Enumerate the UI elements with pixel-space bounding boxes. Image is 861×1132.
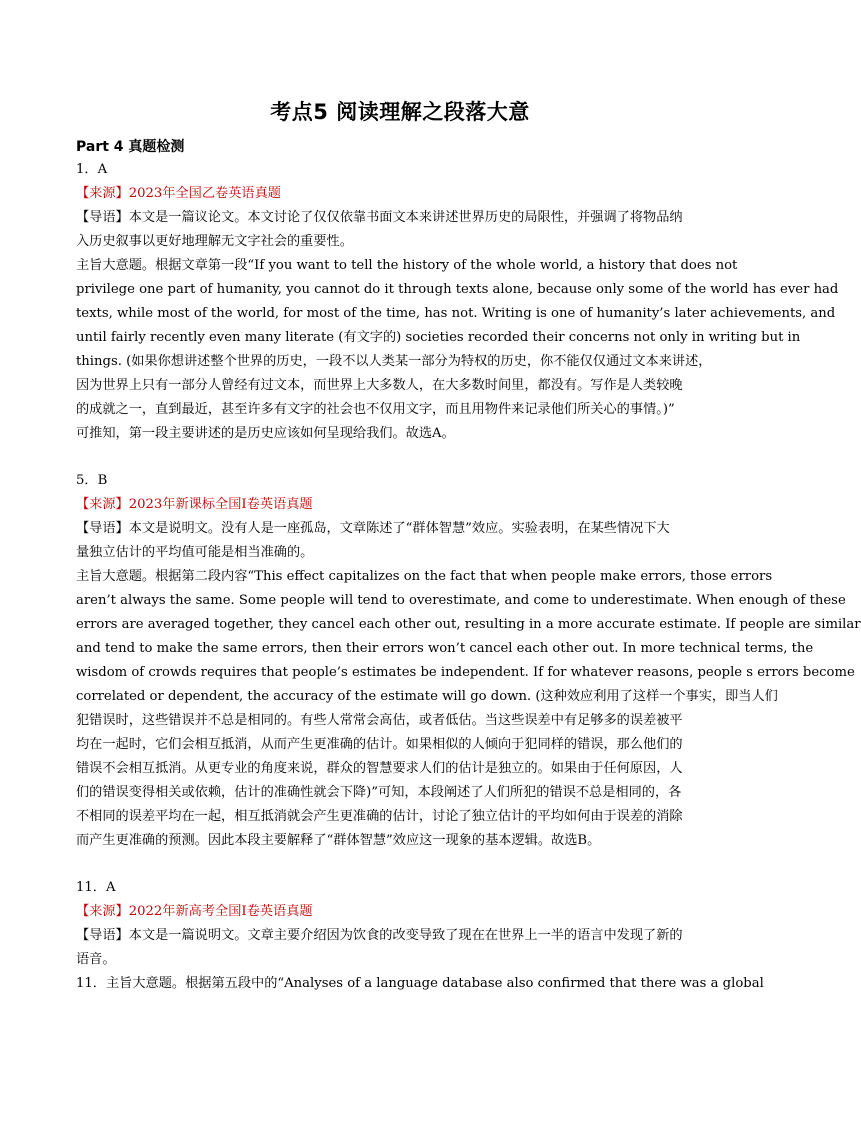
question-number-answer: 5．B [76,473,108,488]
text-line: 错误不会相互抵消。从更专业的角度来说，群众的智慧要求人们的估计是独立的。如果由于任何原因，人 [76,761,683,776]
text-line: 【导语】本文是一篇说明文。文章主要介绍因为饮食的改变导致了现在在世界上一半的语言中发现了新的 [76,928,683,943]
text-line: things. (如果你想讲述整个世界的历史，一段不以人类某一部分为特权的历史，你不能仅仅通过文本来讲述， [76,354,712,369]
part-heading: Part 4 真题检测 [76,139,185,155]
text-line: 【导语】本文是一篇议论文。本文讨论了仅仅依靠书面文本来讲述世界历史的局限性，并强调了将物品纳 [76,210,683,225]
text-line: aren’t always the same. Some people will tend to overestimate, and come to underestimate. When enough of these [76,593,846,608]
text-line: and tend to make the same errors, then their errors won’t cancel each other out. In more technical terms, the [76,641,814,656]
section-gap [76,446,724,469]
text-line: 入历史叙事以更好地理解无文字社会的重要性。 [76,234,353,249]
text-line: 主旨大意题。根据第二段内容“This effect capitalizes on the fact that when people make errors, those errors [76,569,773,584]
question-number-answer: 11．A [76,880,116,895]
text-line: privilege one part of humanity, you cannot do it through texts alone, because only some of the world has ever had [76,282,839,297]
text-line: 不相同的误差平均在一起，相互抵消就会产生更准确的估计，讨论了独立估计的平均如何由于误差的消除 [76,809,683,824]
text-line: 均在一起时，它们会相互抵消，从而产生更准确的估计。如果相似的人倾向于犯同样的错误，那么他们的 [76,737,683,752]
text-line: 犯错误时，这些错误并不总是相同的。有些人常常会高估，或者低估。当这些误差中有足够多的误差被平 [76,713,683,728]
text-line: 11．主旨大意题。根据第五段中的“Analyses of a language database also confirmed that there was a global [76,976,764,991]
text-line: 量独立估计的平均值可能是相当准确的。 [76,545,314,560]
question-number-answer: 1．A [76,162,108,177]
text-line: 因为世界上只有一部分人曾经有过文本，而世界上大多数人，在大多数时间里，都没有。写作是人类较晚 [76,378,683,393]
question-source: 【来源】2022年新高考全国Ⅰ卷英语真题 [76,904,313,919]
question-source: 【来源】2023年新课标全国Ⅰ卷英语真题 [76,497,313,512]
question-source: 【来源】2023年全国乙卷英语真题 [76,186,281,201]
text-line: correlated or dependent, the accuracy of the estimate will go down. (这种效应利用了这样一个事实，即当人们 [76,689,778,704]
text-line: 而产生更准确的预测。因此本段主要解释了“群体智慧”效应这一现象的基本逻辑。故选B。 [76,833,601,848]
text-line: 可推知，第一段主要讲述的是历史应该如何呈现给我们。故选A。 [76,426,455,441]
text-line: until fairly recently even many literate (有文字的) societies recorded their concerns not only in writing but in [76,330,801,345]
section-gap [76,853,724,876]
text-line: 的成就之一，直到最近，甚至许多有文字的社会也不仅用文字，而且用物件来记录他们所关心的事情。)” [76,402,675,417]
document-body [76,158,861,996]
page-title: 考点5 阅读理解之段落大意 [270,100,530,124]
text-line: 【导语】本文是说明文。没有人是一座孤岛，文章陈述了“群体智慧”效应。实验表明，在某些情况下大 [76,521,670,536]
text-line: 主旨大意题。根据文章第一段“If you want to tell the history of the whole world, a history that does not [76,258,738,273]
text-line: wisdom of crowds requires that people’s estimates be independent. If for whatever reasons, people s errors become [76,665,855,680]
text-line: errors are averaged together, they cancel each other out, resulting in a more accurate estimate. If people are similar [76,617,861,632]
text-line: 们的错误变得相关或依赖，估计的准确性就会下降)”可知，本段阐述了人们所犯的错误不总是相同的，各 [76,785,682,800]
text-line: texts, while most of the world, for most of the time, has not. Writing is one of humanity’s later achievements, and [76,306,836,321]
text-line: 语音。 [76,952,116,967]
